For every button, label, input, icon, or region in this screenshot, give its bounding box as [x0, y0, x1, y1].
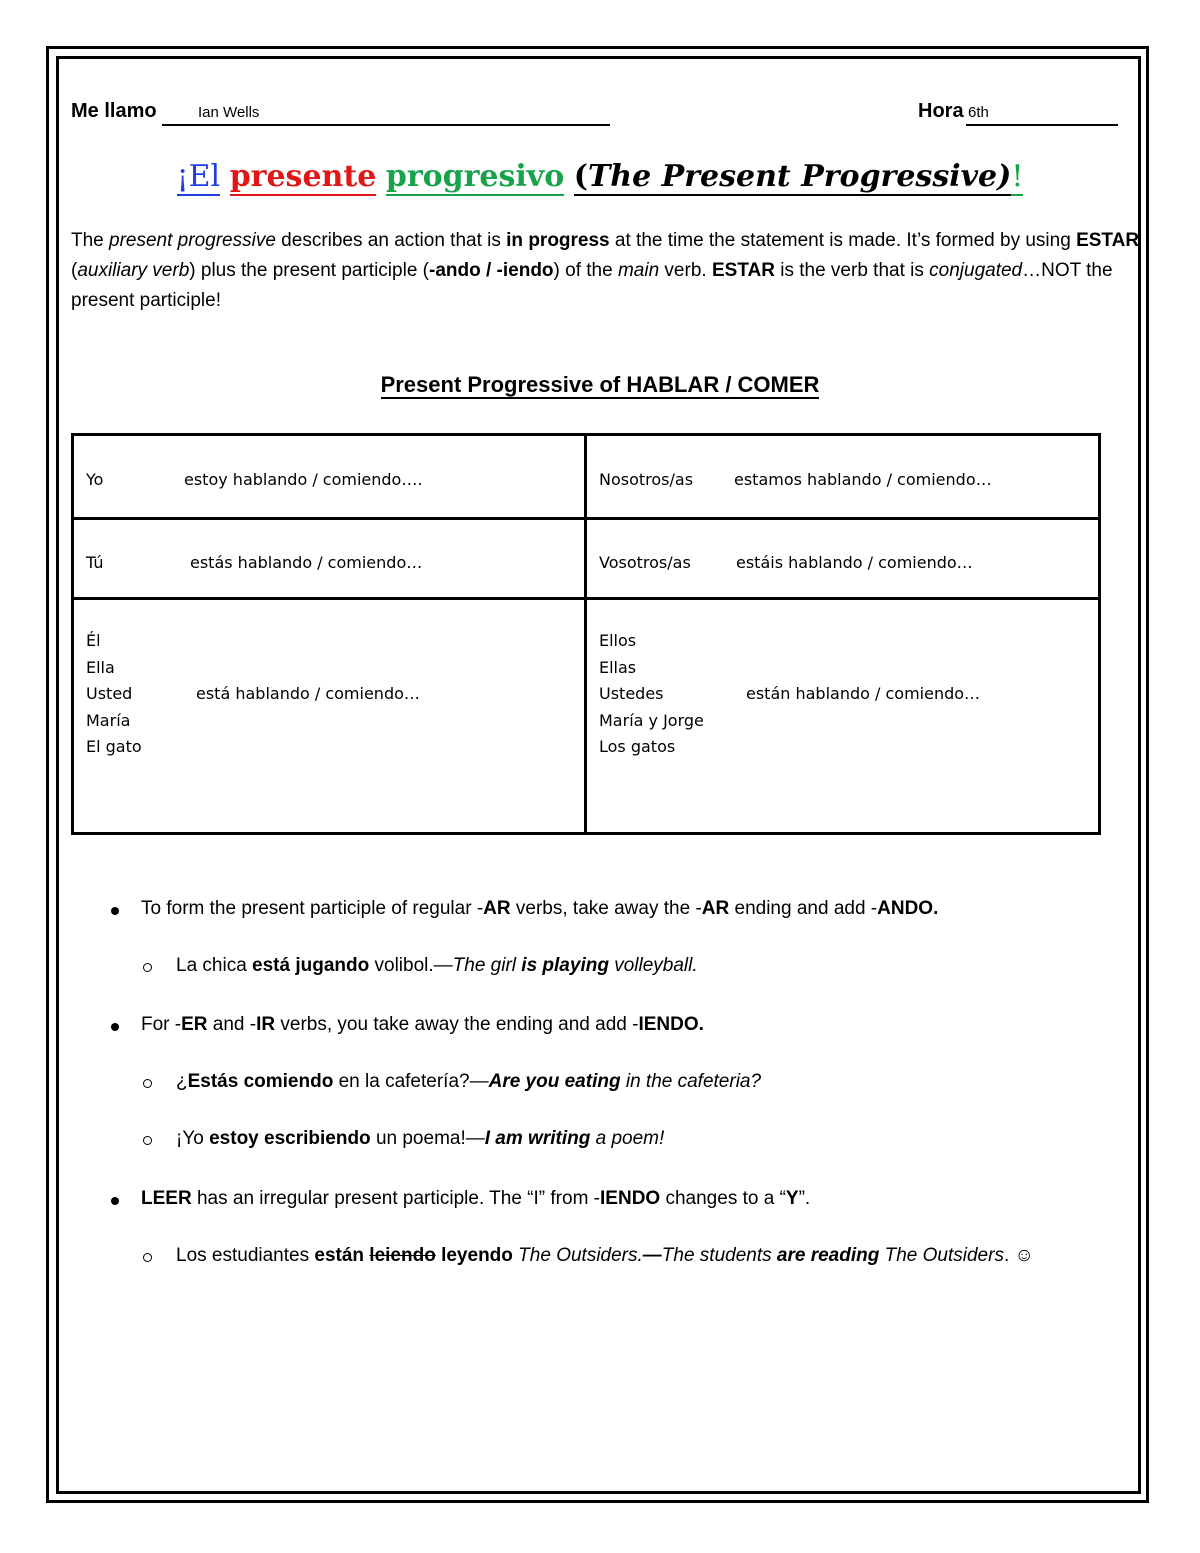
example-text: is playing [521, 955, 609, 976]
rule-text: For - [141, 1014, 182, 1035]
rule-text: changes to a “ [660, 1188, 786, 1209]
intro-text: present progressive [109, 230, 276, 251]
rule-ar-verbs [141, 898, 938, 920]
sub-bullet-icon [143, 1136, 152, 1145]
example-text: a poem! [590, 1128, 665, 1149]
intro-text: is the verb that is [774, 260, 930, 281]
name-underline [162, 124, 610, 126]
intro-text: main [617, 260, 660, 281]
example-text: Are you eating [488, 1071, 621, 1092]
intro-text: -ando / -iendo [429, 260, 554, 281]
name-label: Me llamo [71, 100, 157, 122]
form-ellos: están hablando / comiendo… [746, 684, 981, 703]
sub-bullet-icon [143, 1253, 152, 1262]
example-text: Los estudiantes [176, 1245, 315, 1266]
pronoun-item: El gato [86, 737, 142, 756]
page-title [0, 155, 1200, 199]
intro-text: verb. [659, 260, 712, 281]
table-divider-vertical [584, 436, 587, 832]
intro-text: ESTAR [711, 260, 775, 281]
rule-text: ”. [798, 1188, 811, 1209]
bullet-icon [111, 1197, 119, 1205]
intro-text: ( [71, 260, 78, 281]
pronoun-item: Él [86, 631, 101, 650]
title-paren-open: ( [573, 159, 588, 194]
rule-text: To form the present participle of regular - [141, 898, 484, 919]
rule-er-ir-verbs [141, 1014, 704, 1036]
example-text: The girl [452, 955, 522, 976]
title-progresivo: progresivo [385, 159, 565, 194]
rule-text: LEER [141, 1188, 192, 1209]
example-comiendo [176, 1071, 761, 1093]
conjugation-table [71, 433, 1101, 835]
rule-text: verbs, take away the - [510, 898, 702, 919]
table-divider-row2 [74, 597, 1098, 600]
pronoun-item: María [86, 710, 131, 730]
pronoun-item: Ella [86, 657, 115, 677]
example-text: The students [661, 1245, 777, 1266]
example-text: The Outsiders [879, 1245, 1004, 1266]
title-exclaim: ! [1011, 159, 1024, 194]
strikethrough-text: leiendo [369, 1245, 436, 1266]
form-nosotros: estamos hablando / comiendo… [734, 470, 992, 489]
example-text: are reading [776, 1245, 880, 1266]
intro-text: ) plus the present participle ( [189, 260, 429, 281]
intro-text: ESTAR [1076, 230, 1140, 251]
example-escribiendo [176, 1128, 664, 1150]
rule-text: ER [181, 1014, 208, 1035]
example-text: The Outsiders. [512, 1245, 643, 1266]
example-text: volibol.— [369, 955, 453, 976]
pronoun-item: María y Jorge [599, 710, 704, 730]
pronoun-nosotros: Nosotros/as [599, 470, 694, 489]
pronoun-list-plural [599, 628, 704, 761]
rule-text: verbs, you take away the ending and add - [275, 1014, 639, 1035]
rule-leer-irregular [141, 1188, 810, 1210]
intro-paragraph [71, 226, 1146, 316]
section-title [0, 372, 1200, 398]
title-paren-close: ) [997, 159, 1012, 194]
example-jugando [176, 955, 698, 977]
pronoun-item: Ustedes [599, 684, 664, 703]
example-text: ¿ [176, 1071, 188, 1092]
example-text: Estás comiendo [187, 1071, 334, 1092]
intro-text: ) of the [553, 260, 618, 281]
bullet-icon [111, 1023, 119, 1031]
intro-text: at the time the statement is made. It’s formed by using [609, 230, 1077, 251]
example-text: está jugando [252, 955, 370, 976]
rule-text: has an irregular present participle. The “I” from - [191, 1188, 601, 1209]
rule-text: IR [256, 1014, 276, 1035]
title-presente: presente [229, 159, 377, 194]
intro-text: describes an action that is [275, 230, 507, 251]
intro-text: conjugated [929, 260, 1023, 281]
sub-bullet-icon [143, 963, 152, 972]
example-text: volleyball. [608, 955, 698, 976]
intro-text: auxiliary verb [77, 260, 190, 281]
rule-text: and - [207, 1014, 257, 1035]
rule-text: ending and add - [729, 898, 878, 919]
example-text: un poema!— [370, 1128, 485, 1149]
bullet-icon [111, 907, 119, 915]
section-title-text: Present Progressive of HABLAR / COMER [380, 372, 820, 397]
rule-text: ANDO. [877, 898, 939, 919]
example-text: en la cafetería?— [333, 1071, 489, 1092]
intro-text: …NOT the present participle! [71, 260, 1113, 311]
form-yo: estoy hablando / comiendo…. [184, 470, 423, 489]
pronoun-item: Los gatos [599, 737, 676, 756]
example-text: estoy escribiendo [209, 1128, 371, 1149]
example-text: leyendo [435, 1245, 513, 1266]
smiley-icon: . ☺ [1003, 1245, 1034, 1266]
intro-text: The [71, 230, 110, 251]
pronoun-item: Ellos [599, 631, 637, 650]
example-text: ¡Yo [176, 1128, 210, 1149]
intro-text: in progress [506, 230, 610, 251]
period-underline [966, 124, 1118, 126]
example-leyendo [176, 1245, 1034, 1267]
example-text: — [642, 1245, 662, 1266]
period-value: 6th [968, 104, 989, 121]
example-text: in the cafeteria? [620, 1071, 762, 1092]
pronoun-item: Usted [86, 684, 133, 703]
pronoun-yo: Yo [86, 470, 104, 489]
name-value: Ian Wells [198, 104, 260, 121]
rule-text: Y [785, 1188, 799, 1209]
rule-text: AR [701, 898, 730, 919]
rule-text: IENDO [600, 1188, 661, 1209]
form-vosotros: estáis hablando / comiendo… [736, 553, 973, 572]
example-text: están [314, 1245, 365, 1266]
title-english: The Present Progressive [587, 159, 998, 194]
rule-text: AR [483, 898, 511, 919]
example-text: I am writing [484, 1128, 591, 1149]
rule-text: IENDO. [638, 1014, 704, 1035]
pronoun-vosotros: Vosotros/as [599, 553, 691, 572]
table-divider-row1 [74, 517, 1098, 520]
period-label: Hora [918, 100, 964, 122]
title-el: ¡El [176, 159, 221, 194]
sub-bullet-icon [143, 1079, 152, 1088]
example-text: La chica [176, 955, 253, 976]
form-tu: estás hablando / comiendo… [190, 553, 423, 572]
form-el: está hablando / comiendo… [196, 684, 420, 703]
pronoun-list-singular [86, 628, 142, 761]
pronoun-item: Ellas [599, 657, 637, 677]
pronoun-tu: Tú [86, 553, 104, 572]
